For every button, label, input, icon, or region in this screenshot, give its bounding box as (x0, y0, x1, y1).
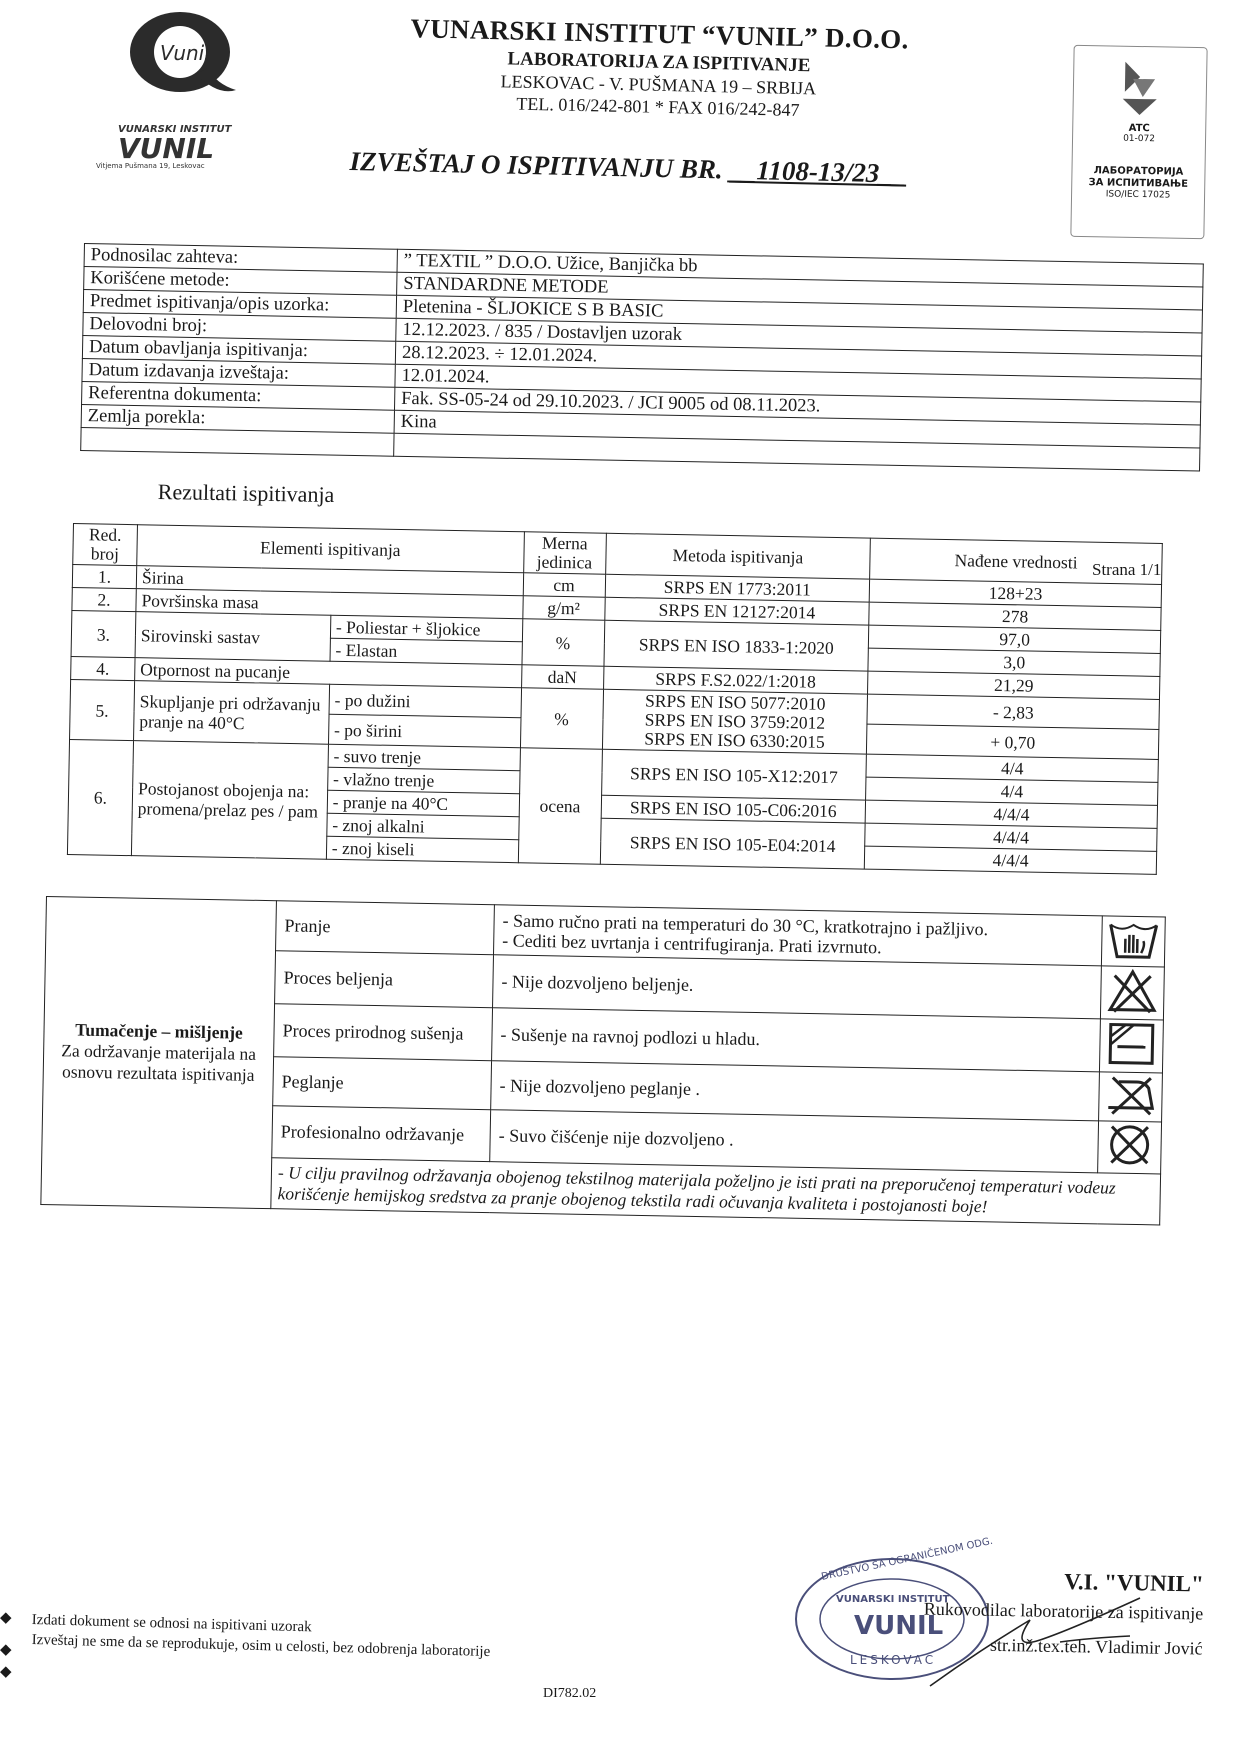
atc-code: ATC (1128, 122, 1150, 135)
care-text: - Suvo čišćenje nije dozvoljeno . (490, 1110, 1099, 1173)
atc-text-line2: ЗА ИСПИТИВАЊЕ (1088, 177, 1189, 190)
row-value: 4/4 (866, 777, 1158, 805)
method-line: SRPS EN ISO 3759:2012 (644, 709, 826, 733)
row-subelement: - znoj alkalni (327, 813, 519, 840)
header-value: Nađene vrednosti (870, 538, 1162, 584)
logo-line2: VUNIL (118, 132, 215, 165)
header-method: Metoda ispitivanja (605, 533, 870, 579)
care-text: - Sušenje na ravnoj podlozi u hladu. (492, 1008, 1101, 1072)
info-label: Referentna dokumenta: (82, 381, 395, 410)
row-value: 4/4/4 (865, 823, 1157, 851)
header-element: Elementi ispitivanja (137, 525, 524, 573)
no-dry-clean-icon (1098, 1121, 1162, 1174)
stamp-bottom-text: LESKOVAC (850, 1653, 937, 1667)
interpretation-cell (41, 897, 277, 1209)
care-text: - Nije dozvoljeno peglanje . (491, 1061, 1100, 1121)
no-ironing-icon (1099, 1072, 1163, 1122)
institute-name: VUNARSKI INSTITUT “VUNIL” D.O.O. (410, 13, 909, 55)
row-element: Skupljanje pri održavanju pranje na 40°C (133, 681, 329, 745)
signature-name: str.inž.tex.teh. Vladimir Jović (989, 1634, 1203, 1659)
row-method: SRPS EN 1773:2011 (605, 574, 870, 602)
report-title (349, 146, 906, 190)
laboratory-name: LABORATORIJA ZA ISPITIVANJE (507, 48, 811, 77)
care-label: Proces beljenja (275, 951, 494, 1008)
row-subelement: - Elastan (330, 638, 522, 665)
atc-logo-icon (1114, 57, 1165, 118)
row-number: 2. (72, 587, 136, 611)
signature-org: V.I. "VUNIL" (1064, 1569, 1204, 1597)
row-value: 4/4 (866, 754, 1158, 782)
row-unit: ocena (518, 748, 602, 864)
footer-bullet-icon: ◆ (0, 1664, 12, 1680)
hand-wash-icon (1101, 916, 1165, 967)
row-unit: cm (523, 573, 605, 597)
atc-text-line1: ЛАБОРАТОРИЈА (1093, 165, 1184, 178)
address: LESKOVAC - V. PUŠMANA 19 – SRBIJA (500, 71, 817, 99)
row-method: SRPS EN 12127:2014 (604, 597, 869, 625)
care-label: Peglanje (273, 1057, 492, 1110)
row-value: 21,29 (868, 671, 1160, 699)
page-label: Strana 1/1 (1092, 560, 1162, 579)
footer-note-2: Izveštaj ne sme da se reprodukuje, osim u celosti, bez odobrenja laboratorije (31, 1632, 491, 1660)
row-value: 278 (869, 602, 1161, 630)
row-unit: % (522, 619, 605, 666)
atc-number: 01-072 (1123, 133, 1156, 145)
row-element: Širina (136, 566, 523, 596)
handwritten-signature (920, 1590, 1160, 1690)
logo-mark: Vunil (160, 41, 210, 65)
row-subelement: - po širini (328, 714, 520, 748)
info-value: Pletenina - ŠLJOKICE S B BASIC (396, 295, 1202, 333)
info-label: Datum izdavanja izveštaja: (82, 358, 395, 387)
info-label: Predmet ispitivanja/opis uzorka: (83, 290, 396, 319)
flat-dry-shade-icon (1099, 1019, 1163, 1073)
stamp-top-text: DRUŠTVO SA OGRANIČENOM ODG. (820, 1535, 994, 1583)
row-element: Sirovinski sastav (135, 612, 331, 662)
row-unit: daN (521, 665, 603, 689)
care-text: - Samo ručno prati na temperaturi do 30 °C, kratkotrajno i pažljivo. - Cediti bez uvrtanja i centrifugiranja. Prati izvrnuto. (493, 905, 1102, 966)
info-value: Fak. SS-05-24 od 29.10.2023. / JCI 9005 od 08.11.2023. (394, 387, 1200, 425)
row-method: SRPS EN ISO 105-X12:2017 (601, 749, 867, 800)
info-label: Zemlja porekla: (81, 404, 394, 433)
row-element: Postojanost obojenja na: promena/prelaz pes / pam (131, 741, 328, 860)
signature-role: Rukovodilac laboratorije za ispitivanje (923, 1598, 1204, 1624)
header-unit: Merna jedinica (523, 532, 606, 574)
info-label: Podnosilac zahteva: (84, 244, 397, 273)
interpretation-title: Tumačenje – mišljenje (75, 1019, 243, 1043)
info-value: Kina (394, 410, 1200, 448)
row-subelement: - suvo trenje (328, 744, 520, 771)
row-number: 4. (71, 656, 135, 680)
row-value: - 2,83 (867, 694, 1159, 729)
method-line: SRPS EN ISO 6330:2015 (644, 728, 825, 752)
stamp-center-text: VUNIL (854, 1611, 944, 1641)
no-bleach-icon (1100, 966, 1164, 1020)
header-no: Red. broj (73, 524, 138, 566)
row-subelement: - po dužini (329, 684, 521, 718)
row-value: 4/4/4 (865, 800, 1157, 828)
row-value: + 0,70 (867, 724, 1159, 759)
footer-note-1: Izdati dokument se odnosi na ispitivani uzorak (31, 1612, 312, 1636)
row-value: 128+23 (869, 579, 1161, 607)
row-subelement: - Poliestar + šljokice (330, 615, 522, 642)
care-instructions-table (40, 896, 1165, 1225)
footer-bullet-icon: ◆ (0, 1642, 12, 1658)
info-value: 28.12.2023. ÷ 12.01.2024. (395, 341, 1201, 379)
info-value: 12.01.2024. (395, 364, 1201, 402)
results-title: Rezultati ispitivanja (157, 479, 335, 508)
care-label: Proces prirodnog sušenja (274, 1004, 493, 1061)
row-number: 3. (71, 610, 136, 657)
report-number: __1108-13/23__ (729, 154, 907, 189)
report-label: IZVEŠTAJ O ISPITIVANJU BR. (349, 146, 724, 185)
accreditation-badge (1070, 45, 1207, 239)
row-number: 1. (72, 565, 136, 589)
logo-line1: VUNARSKI INSTITUT (118, 124, 232, 135)
care-label: Pranje (276, 901, 495, 955)
footer-bullet-icon: ◆ (0, 1610, 12, 1626)
method-line: SRPS EN ISO 5077:2010 (644, 690, 826, 714)
row-unit: g/m² (522, 596, 604, 620)
row-subelement: - vlažno trenje (327, 767, 519, 794)
document-code: DI782.02 (543, 1686, 597, 1701)
atc-standard: ISO/IEC 17025 (1105, 189, 1171, 201)
row-method: SRPS EN ISO 105-E04:2014 (600, 818, 866, 869)
info-value: ” TEXTIL ” D.O.O. Užice, Banjička bb (397, 249, 1203, 287)
row-value: 4/4/4 (865, 846, 1157, 874)
row-method: SRPS EN ISO 1833-1:2020 (604, 620, 870, 671)
info-value: STANDARDNE METODE (397, 272, 1203, 310)
logo-line3: Vitjema Pušmana 19, Leskovac (96, 162, 205, 170)
row-number: 6. (67, 739, 133, 855)
row-subelement: - pranje na 40°C (327, 790, 519, 817)
row-number: 5. (70, 679, 135, 740)
results-table (67, 523, 1163, 875)
stamp-middle-text: VUNARSKI INSTITUT (836, 1594, 950, 1605)
interpretation-subtitle: Za održavanje materijala na osnovu rezultata ispitivanja (61, 1040, 257, 1085)
info-label: Datum obavljanja ispitivanja: (82, 335, 395, 364)
row-element: Otpornost na pucanje (135, 658, 522, 688)
row-method: SRPS EN ISO 105-C06:2016 (601, 795, 866, 823)
row-methods (602, 689, 868, 754)
info-label: Delovodni broj: (83, 312, 396, 341)
care-text: - Nije dozvoljeno beljenje. (493, 955, 1102, 1019)
company-logo (96, 8, 268, 170)
row-element: Površinska masa (136, 589, 523, 619)
report-info-table (80, 243, 1204, 471)
row-value: 3,0 (868, 648, 1160, 676)
info-label: Korišćene metode: (84, 267, 397, 296)
info-value: 12.12.2023. / 835 / Dostavljen uzorak (396, 318, 1202, 356)
row-method: SRPS F.S2.022/1:2018 (603, 666, 868, 694)
care-label: Profesionalno održavanje (272, 1106, 491, 1162)
row-unit: % (520, 688, 603, 749)
phone-fax: TEL. 016/242-801 * FAX 016/242-847 (516, 93, 800, 120)
row-value: 97,0 (869, 625, 1161, 653)
letterhead (358, 12, 960, 125)
care-note: - U cilju pravilnog održavanja obojenog tekstilnog materijala poželjno je isti prati na preporučenoj temperaturi vodeuz korišćenje hemijskog sredstva za pranje obojenog tekstila radi očuvanja kvaliteta i postojanosti boje! (271, 1158, 1161, 1225)
row-subelement: - znoj kiseli (326, 836, 518, 863)
